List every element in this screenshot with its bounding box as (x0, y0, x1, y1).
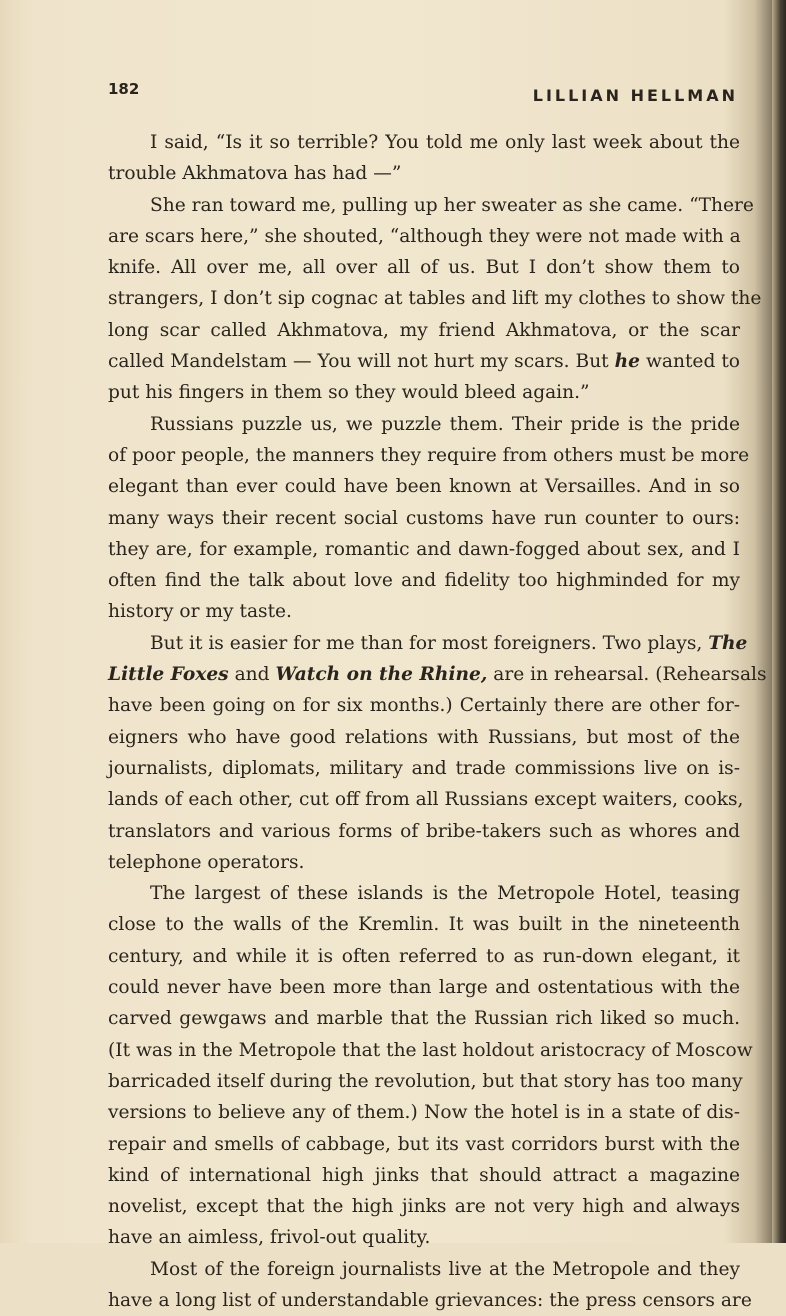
text-line (108, 690, 740, 721)
text-line (108, 1191, 740, 1222)
text-segment: and (228, 664, 276, 686)
text-segment: are in rehearsal. (Rehearsals (487, 664, 767, 686)
text-line (108, 1254, 740, 1285)
italic-text: The (708, 632, 748, 654)
text-segment: (It was in the Metropole that the last holdout aristocracy of Moscow (108, 1039, 753, 1061)
text-line (108, 252, 740, 283)
text-line (108, 158, 740, 189)
text-line (108, 346, 740, 377)
text-segment: long scar called Akhmatova, my friend Akhmatova, or the scar (108, 319, 740, 341)
text-line (108, 283, 762, 314)
text-segment: of poor people, the manners they require from others must be more (108, 444, 750, 466)
text-line (108, 1035, 753, 1066)
book-spine-shadow (772, 0, 786, 1243)
text-line (108, 753, 740, 784)
page-number: 182 (108, 80, 140, 98)
text-segment: translators and various forms of bribe-takers such as whores and (108, 820, 740, 842)
text-segment: repair and smells of cabbage, but its vast corridors burst with the (108, 1133, 740, 1155)
body-text (108, 127, 767, 1316)
text-segment: put his fingers in them so they would bleed again.” (108, 382, 590, 404)
text-line (108, 941, 740, 972)
italic-text: he (614, 351, 640, 373)
text-segment: they are, for example, romantic and dawn-fogged about sex, and I (108, 538, 740, 560)
text-segment: knife. All over me, all over all of us. But I don’t show them to (108, 257, 740, 279)
text-segment: could never have been more than large and ostentatious with the (108, 977, 740, 999)
text-segment: novelist, except that the high jinks are not very high and always (108, 1196, 740, 1218)
text-segment: have an aimless, frivol-out quality. (108, 1227, 431, 1249)
text-segment: lands of each other, cut off from all Russians except waiters, cooks, (108, 789, 744, 811)
text-line (108, 377, 740, 408)
text-line (108, 1129, 740, 1160)
text-segment: The largest of these islands is the Metropole Hotel, teasing (150, 883, 740, 905)
text-line (108, 471, 740, 502)
text-line (108, 315, 740, 346)
text-line (108, 596, 740, 627)
text-segment: barricaded itself during the revolution, but that story has too many (108, 1070, 743, 1092)
text-segment: eigners who have good relations with Russians, but most of the (108, 726, 740, 748)
text-segment: history or my taste. (108, 601, 292, 623)
text-line (108, 722, 740, 753)
text-line (108, 221, 740, 252)
text-line (108, 659, 767, 690)
text-segment: often find the talk about love and fidelity too highminded for my (108, 570, 740, 592)
text-segment: kind of international high jinks that should attract a magazine (108, 1164, 740, 1186)
text-segment: close to the walls of the Kremlin. It was built in the nineteenth (108, 914, 740, 936)
text-segment: But it is easier for me than for most foreigners. Two plays, (150, 632, 709, 654)
running-head: LILLIAN HELLMAN (532, 86, 738, 105)
text-line (108, 409, 740, 440)
text-line (108, 628, 748, 659)
text-segment: journalists, diplomats, military and trade commissions live on is- (108, 757, 740, 779)
text-segment: many ways their recent social customs have run counter to ours: (108, 507, 740, 529)
text-segment: telephone operators. (108, 851, 305, 873)
text-segment: elegant than ever could have been known at Versailles. And in so (108, 476, 740, 498)
text-line (108, 127, 740, 158)
text-segment: Russians puzzle us, we puzzle them. Their pride is the pride (150, 413, 740, 435)
italic-text: Watch on the Rhine, (275, 664, 488, 686)
text-line (108, 1066, 743, 1097)
text-line (108, 1160, 740, 1191)
text-segment: called Mandelstam — You will not hurt my scars. But (108, 351, 615, 373)
text-line (108, 847, 740, 878)
text-line (108, 503, 740, 534)
text-segment: versions to believe any of them.) Now the hotel is in a state of dis- (108, 1102, 740, 1124)
text-line (108, 1222, 740, 1253)
text-line (108, 440, 750, 471)
text-segment: trouble Akhmatova has had —” (108, 163, 402, 185)
text-segment: have a long list of understandable grievances: the press censors are (108, 1289, 752, 1311)
text-line (108, 190, 754, 221)
page-header (108, 80, 740, 110)
text-line (108, 816, 740, 847)
italic-text: Little Foxes (108, 664, 229, 686)
text-segment: strangers, I don’t sip cognac at tables and lift my clothes to show the (108, 288, 762, 310)
text-line (108, 909, 740, 940)
text-segment: carved gewgaws and marble that the Russian rich liked so much. (108, 1008, 740, 1030)
text-segment: Most of the foreign journalists live at the Metropole and they (150, 1258, 740, 1280)
text-line (108, 1285, 752, 1316)
text-line (108, 534, 740, 565)
text-line (108, 784, 744, 815)
text-line (108, 878, 740, 909)
text-segment: wanted to (640, 351, 740, 373)
text-segment: I said, “Is it so terrible? You told me only last week about the (150, 132, 740, 153)
text-segment: century, and while it is often referred to as run-down elegant, it (108, 945, 740, 967)
text-line (108, 972, 740, 1003)
text-line (108, 1003, 740, 1034)
text-line (108, 1097, 740, 1128)
text-segment: are scars here,” she shouted, “although they were not made with a (108, 225, 741, 247)
text-line (108, 565, 740, 596)
text-segment: She ran toward me, pulling up her sweater as she came. “There (150, 194, 754, 216)
text-segment: have been going on for six months.) Certainly there are other for- (108, 695, 740, 717)
